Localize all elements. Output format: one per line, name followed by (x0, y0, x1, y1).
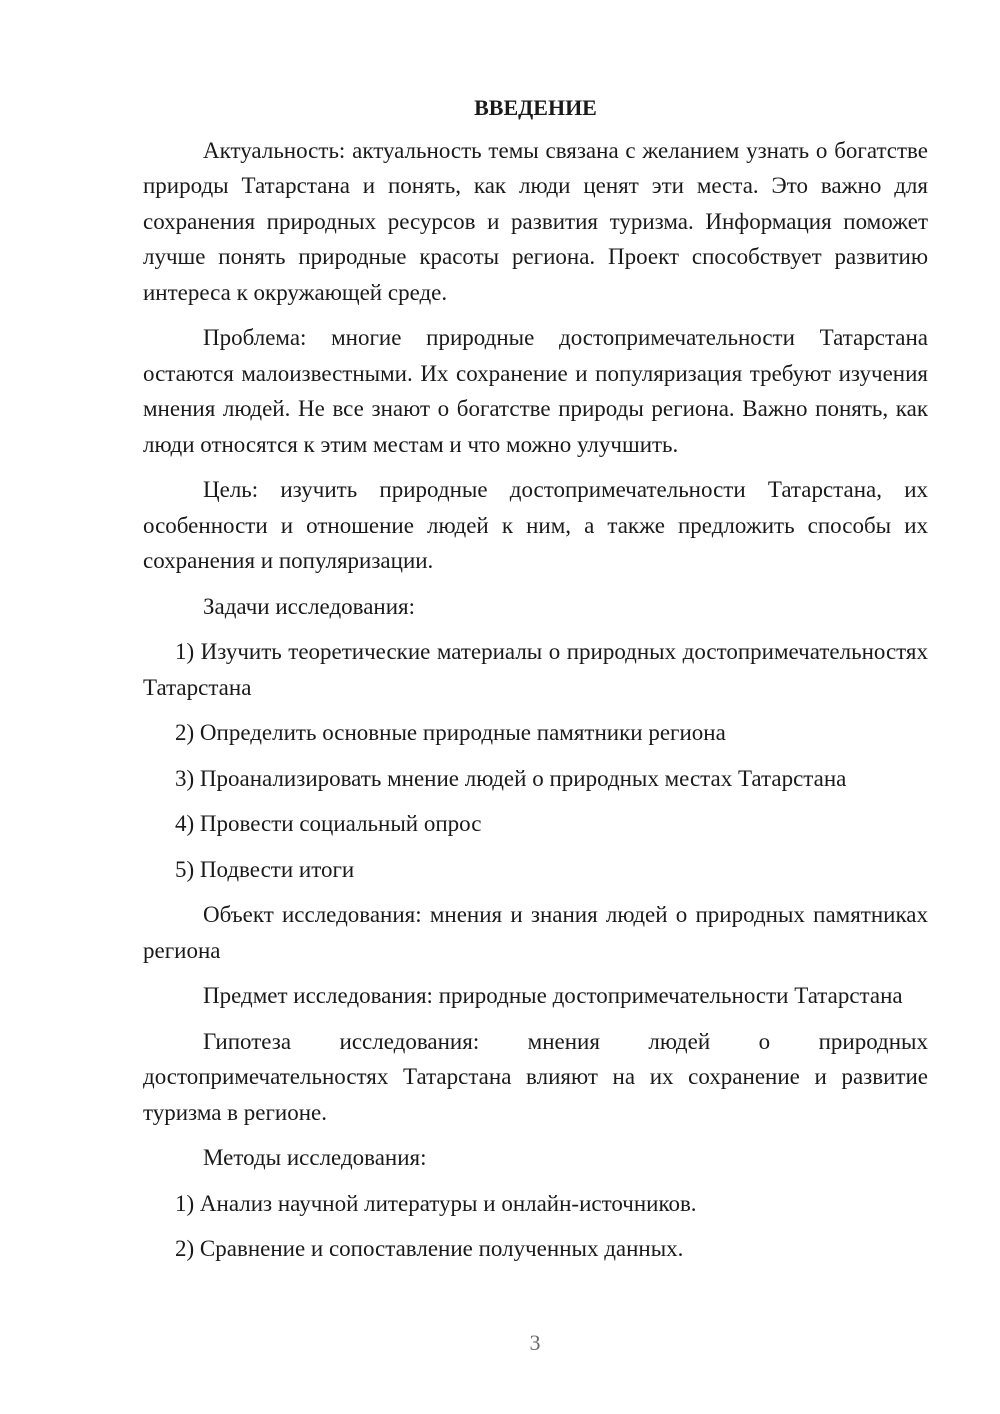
paragraph-object: Объект исследования: мнения и знания людей о природных памятниках региона (143, 902, 928, 963)
paragraph-relevance: Актуальность: актуальность темы связана с желанием узнать о богатстве природы Татарстана и понять, как люди ценят эти места. Это важно для сохранения природных ресурсов и развития туризма. Информация поможет лучше понять природные красоты региона. Проект способствует развитию интереса к окружающей среде. (143, 137, 928, 305)
paragraph-problem: Проблема: многие природные достопримечательности Татарстана остаются малоизвестными. Их сохранение и популяризация требуют изучения мнения людей. Не все знают о богатстве природы региона. Важно понять, как люди относятся к этим местам и что можно улучшить. (143, 325, 928, 457)
page-title: ВВЕДЕНИЕ (474, 95, 597, 120)
list-item: 4) Провести социальный опрос (175, 811, 482, 836)
tasks-heading: Задачи исследования: (203, 593, 416, 619)
methods-list (143, 1186, 928, 1267)
paragraph-goal: Цель: изучить природные достопримечательности Татарстана, их особенности и отношение людей к ним, а также предложить способы их сохранения и популяризации. (143, 477, 928, 573)
list-item: 1) Анализ научной литературы и онлайн-источников. (175, 1190, 697, 1216)
list-item: 2) Сравнение и сопоставление полученных данных. (175, 1236, 684, 1261)
paragraph-hypothesis: Гипотеза исследования: мнения людей о природных достопримечательностях Татарстана влияют на их сохранение и развитие туризма в регионе. (143, 1028, 928, 1125)
methods-heading: Методы исследования: (203, 1145, 427, 1170)
list-item: 1) Изучить теоретические материалы о природных достопримечательностях Татарстана (143, 639, 928, 700)
list-item: 3) Проанализировать мнение людей о природных местах Татарстана (175, 765, 847, 791)
tasks-list (143, 634, 928, 887)
list-item: 2) Определить основные природные памятники региона (175, 720, 726, 745)
list-item: 5) Подвести итоги (175, 856, 355, 882)
paragraph-subject: Предмет исследования: природные достопримечательности Татарстана (203, 983, 903, 1008)
page-number: 3 (529, 1330, 541, 1355)
document-page (143, 90, 928, 1277)
